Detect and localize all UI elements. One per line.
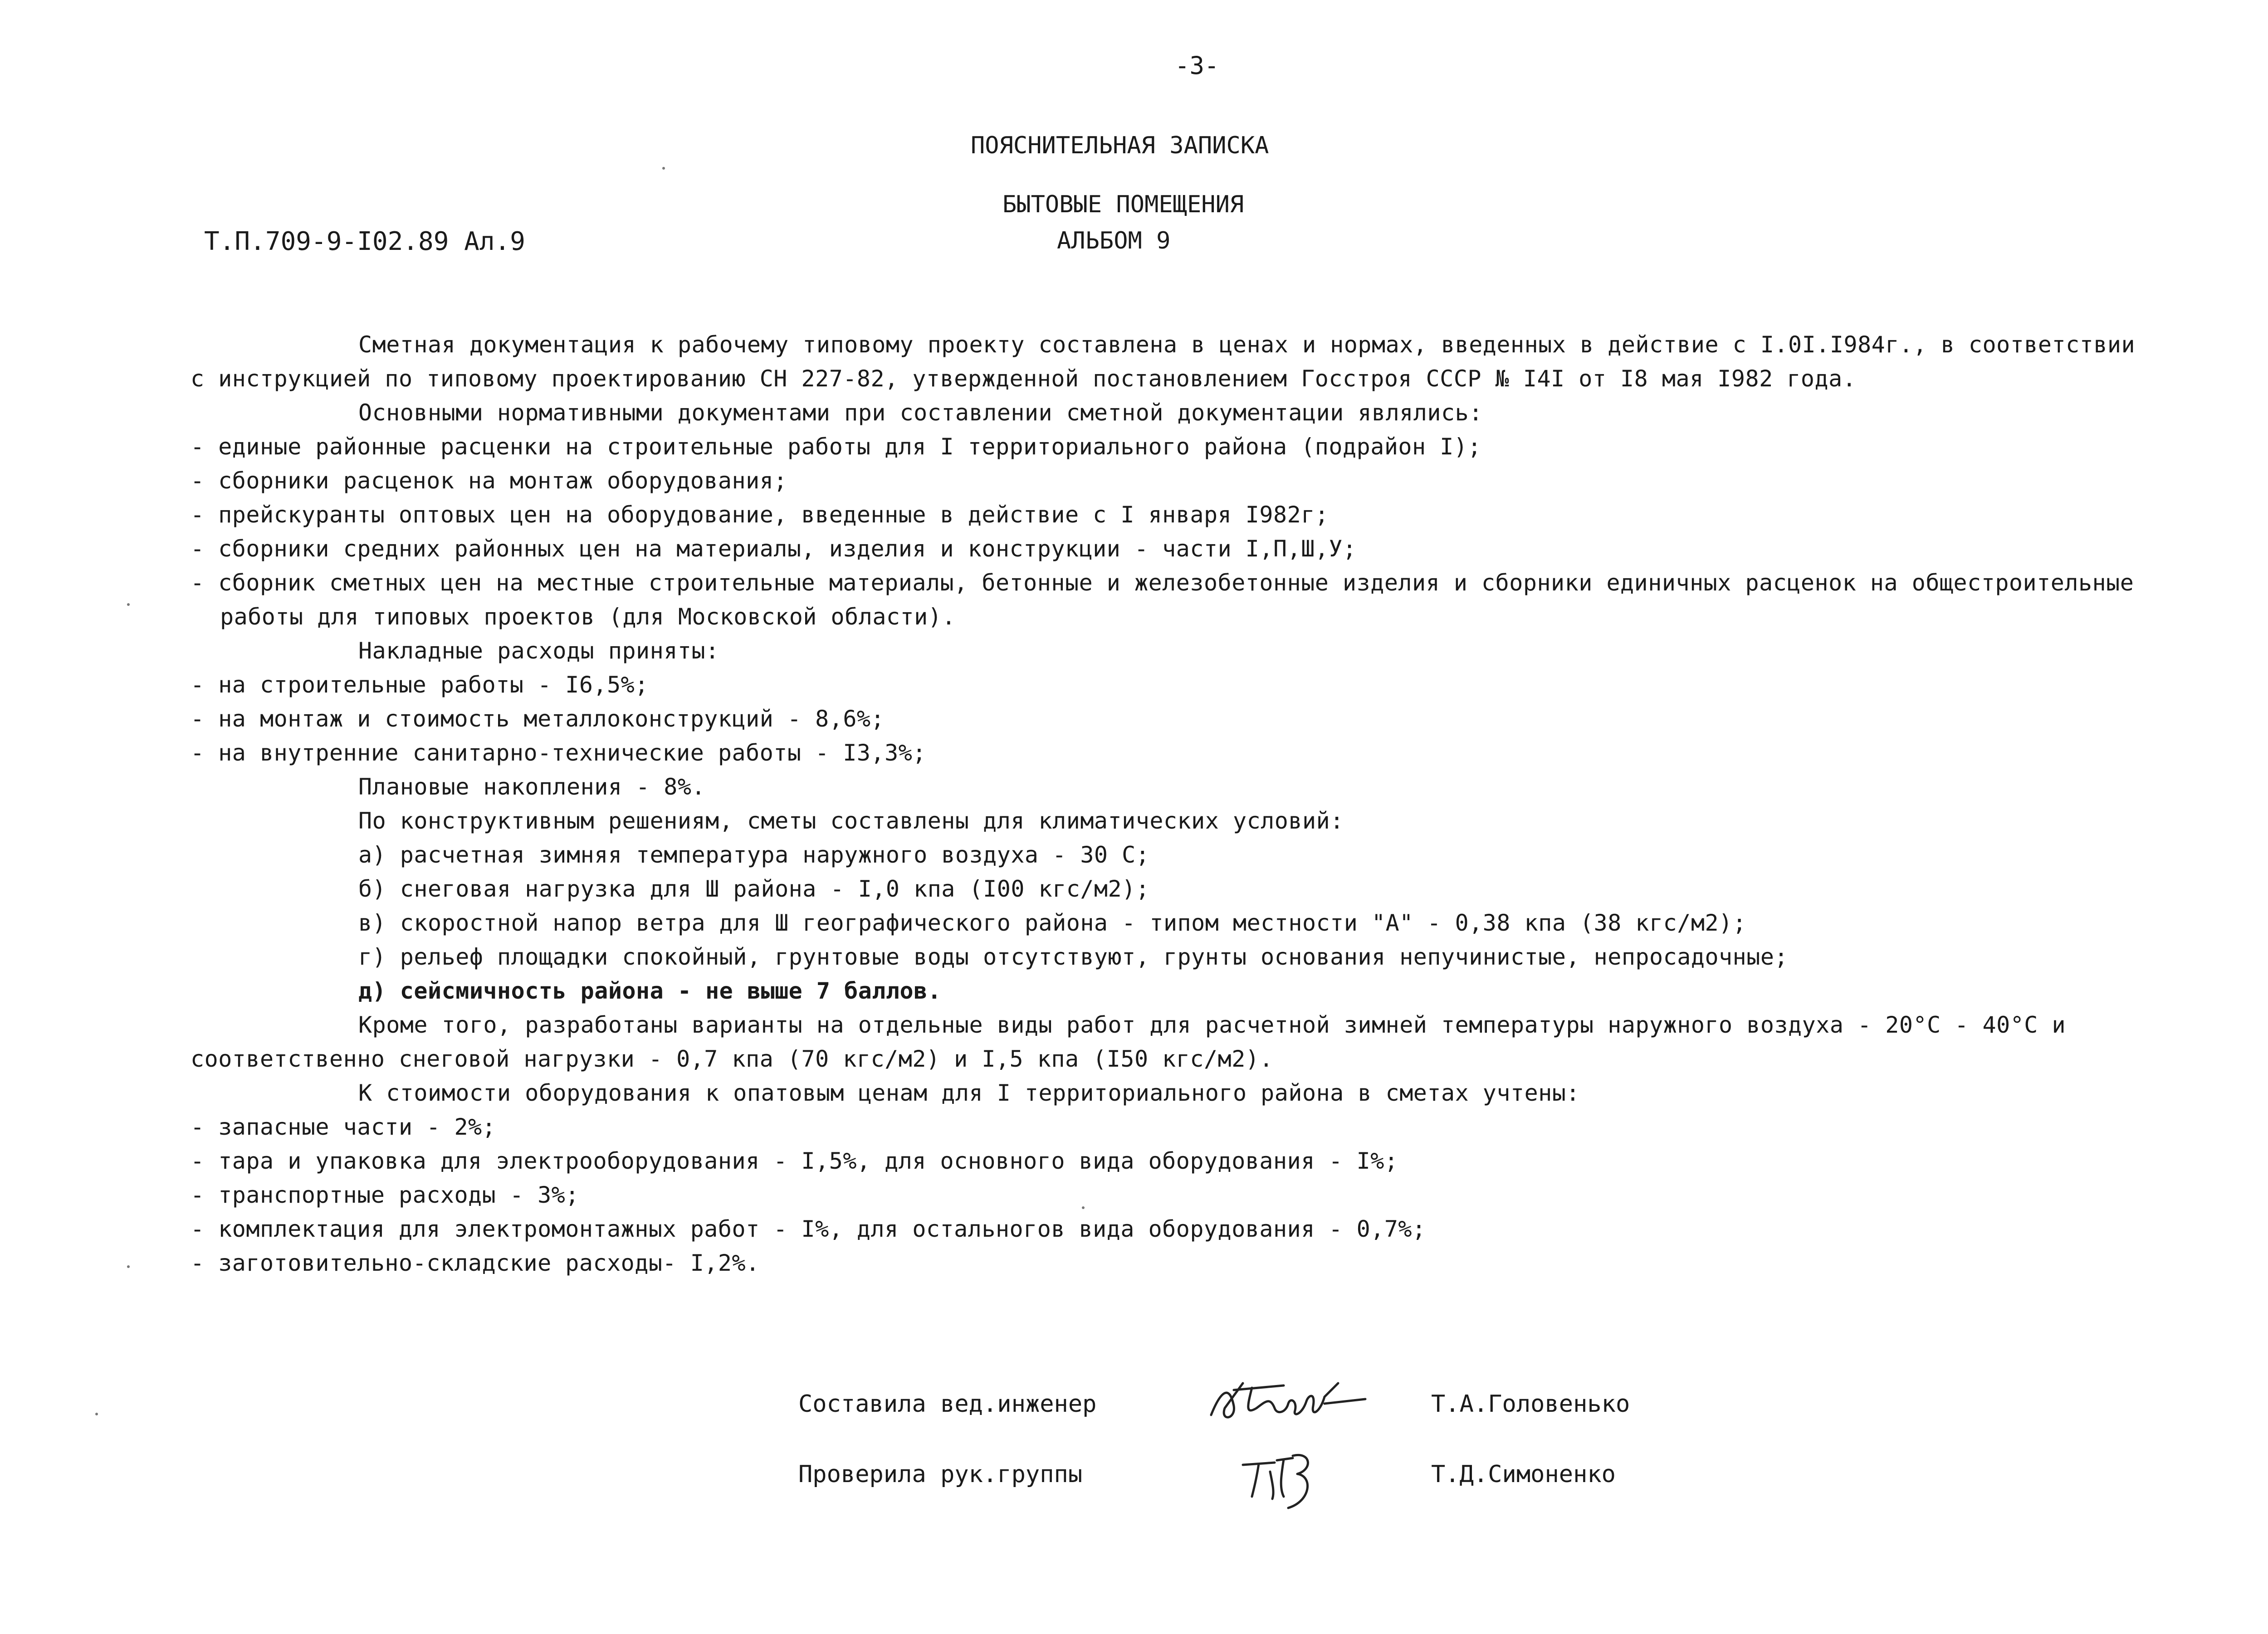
list-item: - транспортные расходы - 3%; bbox=[191, 1182, 579, 1208]
list-item: - на внутренние санитарно-технические работы - I3,3%; bbox=[191, 740, 926, 766]
signature-golovenko bbox=[1202, 1365, 1374, 1433]
scan-speck bbox=[127, 603, 130, 606]
list-item: - единые районные расценки на строительные работы для I территориального района (подрайон I); bbox=[191, 434, 1482, 460]
list-item: в) скоростной напор ветра для Ш географического района - типом местности "А" - 0,38 кпа (38 кгс/м2); bbox=[358, 910, 1747, 936]
paragraph-line: По конструктивным решениям, сметы составлены для климатических условий: bbox=[358, 808, 1344, 834]
signature-simonenko bbox=[1234, 1438, 1325, 1515]
paragraph-line: Сметная документация к рабочему типовому проекту составлена в ценах и нормах, введенных в действие с I.0I.I984г., в соответствии bbox=[358, 332, 2136, 358]
checked-by-name: Т.Д.Симоненко bbox=[1431, 1461, 1616, 1488]
compiled-by-name: Т.А.Головенько bbox=[1431, 1390, 1630, 1418]
page-number: -3- bbox=[1175, 51, 1219, 80]
list-item: - запасные части - 2%; bbox=[191, 1114, 496, 1140]
list-item: - сборники расценок на монтаж оборудования; bbox=[191, 468, 787, 494]
paragraph-line: Кроме того, разработаны варианты на отдельные виды работ для расчетной зимней температуры наружного воздуха - 20°С - 40°С и bbox=[358, 1012, 2066, 1038]
list-item: - сборник сметных цен на местные строительные материалы, бетонные и железобетонные изделия и сборники единичных расценок на общестроительные bbox=[191, 570, 2134, 596]
paragraph-line: К стоимости оборудования к опатовым ценам для I территориального района в сметах учтены: bbox=[358, 1080, 1580, 1106]
document-code: Т.П.709-9-I02.89 Ал.9 bbox=[204, 227, 526, 256]
paragraph-line: соответственно снеговой нагрузки - 0,7 кпа (70 кгс/м2) и I,5 кпа (I50 кгс/м2). bbox=[191, 1046, 1273, 1072]
paragraph-line: Накладные расходы приняты: bbox=[358, 638, 719, 664]
list-item: - сборники средних районных цен на материалы, изделия и конструкции - части I,П,Ш,У; bbox=[191, 536, 1357, 562]
album-name: БЫТОВЫЕ ПОМЕЩЕНИЯ bbox=[1002, 191, 1244, 218]
scan-speck bbox=[662, 167, 665, 170]
album-number: АЛЬБОМ 9 bbox=[1057, 227, 1171, 254]
list-item: - заготовительно-складские расходы- I,2%. bbox=[191, 1250, 760, 1276]
list-item: а) расчетная зимняя температура наружного воздуха - 30 С; bbox=[358, 842, 1150, 868]
scan-speck bbox=[95, 1413, 98, 1415]
page-title: ПОЯСНИТЕЛЬНАЯ ЗАПИСКА bbox=[971, 132, 1269, 159]
compiled-by-label: Составила вед.инженер bbox=[798, 1390, 1097, 1418]
list-item: - на строительные работы - I6,5%; bbox=[191, 672, 649, 698]
paragraph-line: Плановые накопления - 8%. bbox=[358, 774, 706, 800]
list-item: д) сейсмичность района - не выше 7 баллов. bbox=[358, 978, 942, 1004]
scan-speck bbox=[1082, 1206, 1085, 1209]
list-item: - комплектация для электромонтажных работ - I%, для остальногов вида оборудования - 0,7%; bbox=[191, 1216, 1426, 1242]
checked-by-label: Проверила рук.группы bbox=[798, 1461, 1083, 1488]
list-item: б) снеговая нагрузка для Ш района - I,0 кпа (I00 кгс/м2); bbox=[358, 876, 1150, 902]
scan-speck bbox=[127, 1265, 130, 1268]
list-item: - тара и упаковка для электрооборудования - I,5%, для основного вида оборудования - I%; bbox=[191, 1148, 1398, 1174]
list-item: г) рельеф площадки спокойный, грунтовые воды отсутствуют, грунты основания непучинистые, непросадочные; bbox=[358, 944, 1789, 970]
list-item-continuation: работы для типовых проектов (для Московской области). bbox=[220, 604, 956, 630]
paragraph-line: с инструкцией по типовому проектированию СН 227-82, утвержденной постановлением Госстроя СССР № I4I от I8 мая I982 года. bbox=[191, 366, 1857, 392]
list-item: - прейскуранты оптовых цен на оборудование, введенные в действие с I января I982г; bbox=[191, 502, 1329, 528]
list-item: - на монтаж и стоимость металлоконструкций - 8,6%; bbox=[191, 706, 885, 732]
paragraph-line: Основными нормативными документами при составлении сметной документации являлись: bbox=[358, 400, 1483, 426]
